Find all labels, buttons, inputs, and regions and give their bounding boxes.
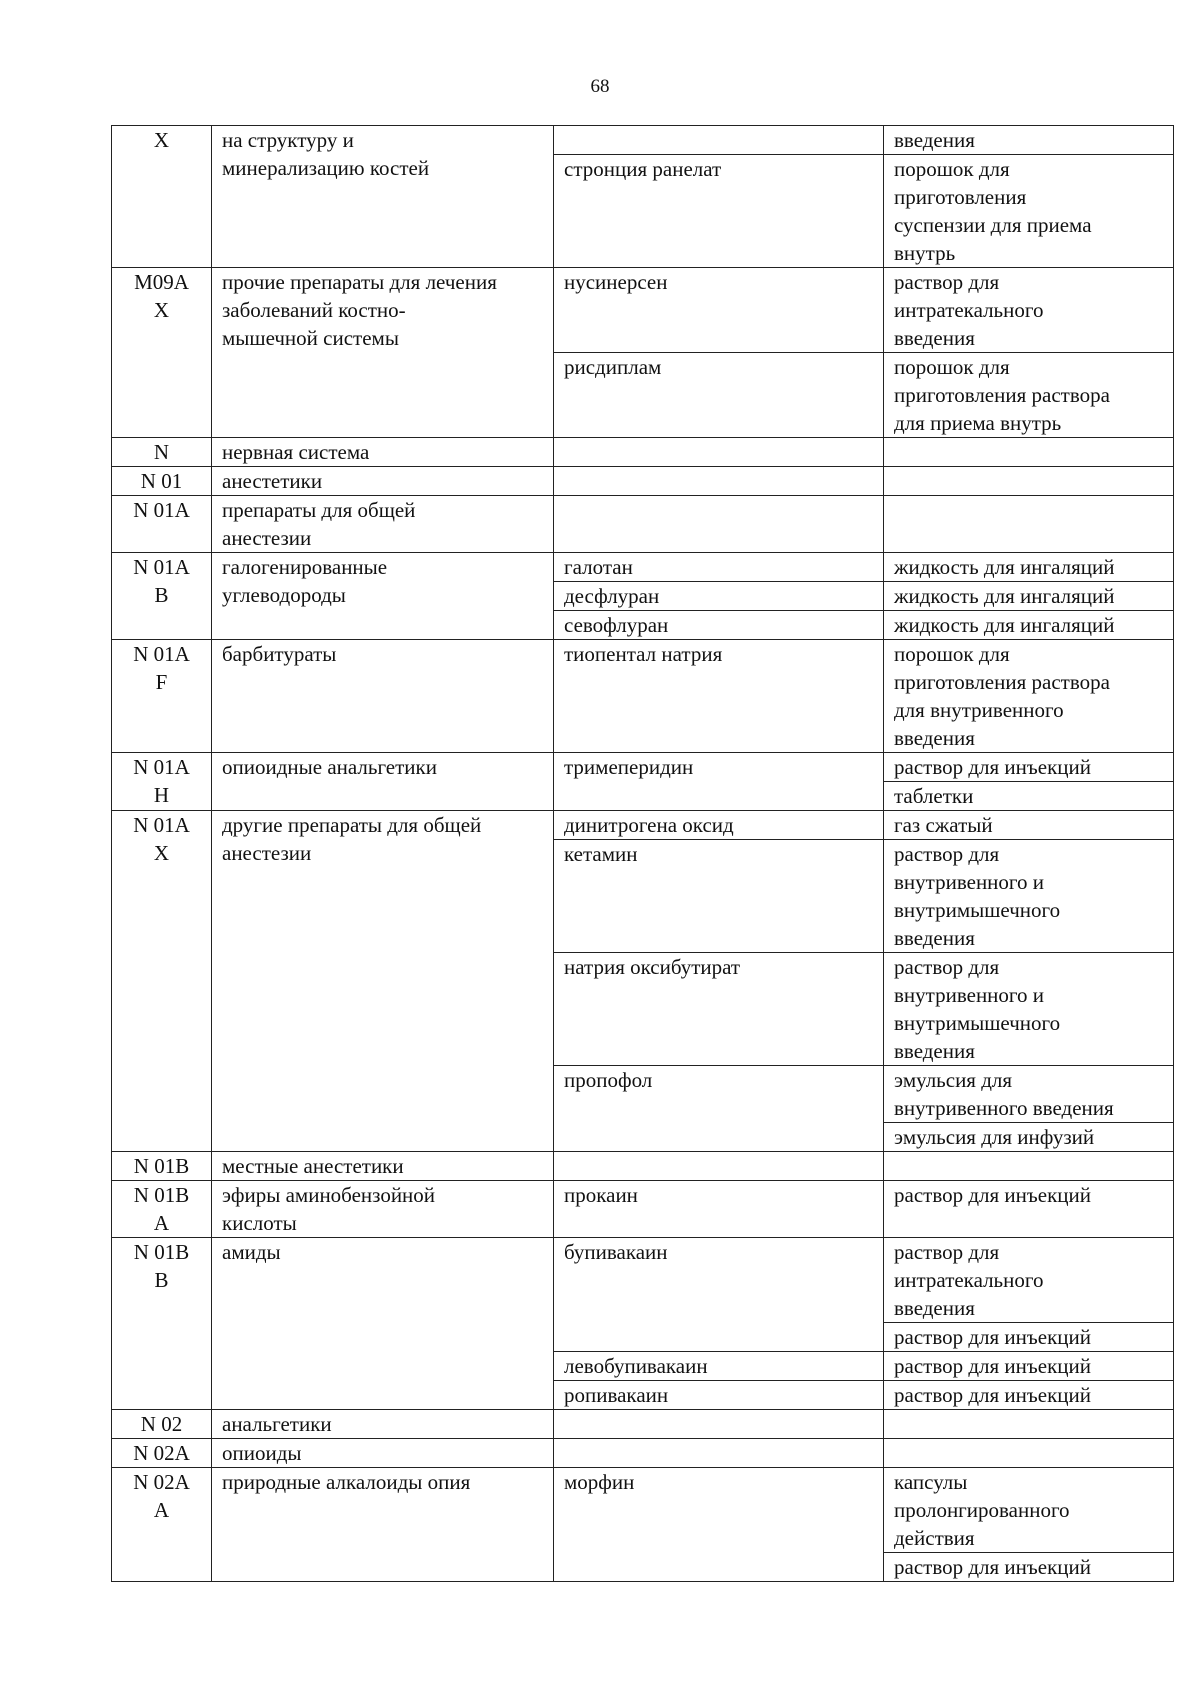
dosage-form-line <box>894 1439 1163 1467</box>
group-name-line: опиоиды <box>222 1441 302 1465</box>
atc-code-line: N 01A <box>133 555 190 579</box>
group-name-line: природные алкалоиды опия <box>222 1470 471 1494</box>
atc-code-cell <box>112 268 212 438</box>
dosage-form-cell <box>884 840 1174 953</box>
group-name-cell <box>212 1439 554 1468</box>
drug-name-cell <box>554 467 884 496</box>
dosage-form-cell <box>884 553 1174 582</box>
dosage-form-cell <box>884 1152 1174 1181</box>
dosage-form-line: для внутривенного <box>894 698 1064 722</box>
dosage-form-line: введения <box>894 1039 975 1063</box>
table-row <box>112 268 1174 353</box>
dosage-form-line: раствор для <box>894 842 1000 866</box>
dosage-form-cell <box>884 1381 1174 1410</box>
drug-name-cell <box>554 582 884 611</box>
dosage-form-cell <box>884 1066 1174 1123</box>
dosage-form-line <box>894 496 1163 524</box>
table-row <box>112 1410 1174 1439</box>
dosage-form-cell <box>884 582 1174 611</box>
dosage-form-cell <box>884 268 1174 353</box>
group-name-line: анальгетики <box>222 1412 332 1436</box>
drug-name-cell <box>554 1468 884 1582</box>
dosage-form-line: эмульсия для <box>894 1068 1013 1092</box>
drug-name-cell <box>554 1181 884 1238</box>
dosage-form-cell <box>884 953 1174 1066</box>
table-row <box>112 1439 1174 1468</box>
group-name-line: другие препараты для общей <box>222 813 482 837</box>
dosage-form-line: газ сжатый <box>894 813 993 837</box>
group-name-cell <box>212 467 554 496</box>
atc-code-line: N 01A <box>133 642 190 666</box>
atc-code-cell <box>112 1152 212 1181</box>
group-name-line: амиды <box>222 1240 281 1264</box>
dosage-form-cell <box>884 496 1174 553</box>
atc-code-cell <box>112 753 212 811</box>
dosage-form-line: приготовления раствора <box>894 670 1110 694</box>
atc-code-line: X <box>153 298 170 322</box>
drug-name <box>564 1439 873 1467</box>
table-row <box>112 1152 1174 1181</box>
dosage-form-line: для приема внутрь <box>894 411 1062 435</box>
dosage-form-line: эмульсия для инфузий <box>894 1125 1095 1149</box>
dosage-form-line: введения <box>894 726 975 750</box>
dosage-form-line: суспензии для приема <box>894 213 1092 237</box>
drug-name-cell <box>554 640 884 753</box>
table-row <box>112 1468 1174 1553</box>
group-name-cell <box>212 1238 554 1410</box>
drug-name-cell <box>554 753 884 811</box>
drug-name: натрия оксибутират <box>564 955 741 979</box>
group-name-cell <box>212 268 554 438</box>
dosage-form-line: жидкость для ингаляций <box>894 613 1115 637</box>
table-row <box>112 640 1174 753</box>
atc-code-line: N 02A <box>133 1441 190 1465</box>
dosage-form-line: раствор для <box>894 1240 1000 1264</box>
drug-name-cell <box>554 438 884 467</box>
atc-code-cell <box>112 1238 212 1410</box>
dosage-form-line: интратекального <box>894 1268 1044 1292</box>
atc-code-line: B <box>154 1268 169 1292</box>
drug-name: нусинерсен <box>564 270 668 294</box>
drug-name: тримеперидин <box>564 755 694 779</box>
atc-code-cell <box>112 1439 212 1468</box>
dosage-form-cell <box>884 467 1174 496</box>
dosage-form-line: внутрь <box>894 241 956 265</box>
group-name-line: эфиры аминобензойной <box>222 1183 436 1207</box>
table-row <box>112 126 1174 155</box>
atc-code-line: X <box>153 128 170 152</box>
atc-code-line: M09A <box>134 270 189 294</box>
dosage-form-cell <box>884 782 1174 811</box>
dosage-form-cell <box>884 1553 1174 1582</box>
group-name-line: минерализацию костей <box>222 156 430 180</box>
drug-name-cell <box>554 953 884 1066</box>
drug-name: ропивакаин <box>564 1383 669 1407</box>
drug-name: галотан <box>564 555 633 579</box>
dosage-form-cell <box>884 155 1174 268</box>
atc-code-line: F <box>155 670 168 694</box>
atc-code-line: N 01B <box>133 1154 190 1178</box>
dosage-form-line: порошок для <box>894 355 1010 379</box>
dosage-form-line: жидкость для ингаляций <box>894 584 1115 608</box>
atc-code-line: N 01A <box>133 498 190 522</box>
drug-name-cell <box>554 353 884 438</box>
atc-code-line: B <box>154 583 169 607</box>
dosage-form-line: раствор для инъекций <box>894 1354 1091 1378</box>
table-row <box>112 1238 1174 1323</box>
drug-name: рисдиплам <box>564 355 662 379</box>
dosage-form-cell <box>884 438 1174 467</box>
dosage-form-cell <box>884 640 1174 753</box>
drug-name <box>564 438 873 466</box>
dosage-form-line: внутримышечного <box>894 1011 1061 1035</box>
group-name-line: галогенированные <box>222 555 388 579</box>
atc-code-cell <box>112 438 212 467</box>
group-name-cell <box>212 1181 554 1238</box>
group-name-line: на структуру и <box>222 128 354 152</box>
drug-name <box>564 126 873 154</box>
dosage-form-line: приготовления <box>894 185 1027 209</box>
drug-name <box>564 1410 873 1438</box>
dosage-form-line: введения <box>894 128 975 152</box>
table-row <box>112 753 1174 782</box>
drug-name: десфлуран <box>564 584 660 608</box>
drug-name <box>564 467 873 495</box>
drug-name-cell <box>554 268 884 353</box>
group-name-cell <box>212 640 554 753</box>
dosage-form-cell <box>884 1181 1174 1238</box>
dosage-form-line: раствор для инъекций <box>894 1383 1091 1407</box>
drug-name-cell <box>554 1066 884 1152</box>
group-name-cell <box>212 753 554 811</box>
atc-code-cell <box>112 1181 212 1238</box>
table-body <box>112 126 1174 1582</box>
dosage-form-line: порошок для <box>894 157 1010 181</box>
dosage-form-line: приготовления раствора <box>894 383 1110 407</box>
dosage-form-cell <box>884 1238 1174 1323</box>
atc-code-line: X <box>153 841 170 865</box>
drug-name <box>564 1152 873 1180</box>
table-row <box>112 496 1174 553</box>
dosage-form-line: пролонгированного <box>894 1498 1070 1522</box>
dosage-form-line: введения <box>894 1296 975 1320</box>
drug-name-cell <box>554 611 884 640</box>
table-row <box>112 467 1174 496</box>
table-row <box>112 1181 1174 1238</box>
atc-code-cell <box>112 1468 212 1582</box>
dosage-form-line: внутривенного и <box>894 870 1044 894</box>
atc-code-cell <box>112 467 212 496</box>
table-row <box>112 553 1174 582</box>
drug-name: морфин <box>564 1470 635 1494</box>
dosage-form-cell <box>884 1439 1174 1468</box>
drug-name-cell <box>554 1238 884 1352</box>
drug-name: кетамин <box>564 842 638 866</box>
dosage-form-line <box>894 438 1163 466</box>
atc-code-line: N <box>153 440 170 464</box>
drug-name: динитрогена оксид <box>564 813 734 837</box>
atc-code-line: H <box>153 783 170 807</box>
dosage-form-line <box>894 1410 1163 1438</box>
atc-code-cell <box>112 553 212 640</box>
dosage-form-line: раствор для <box>894 270 1000 294</box>
dosage-form-cell <box>884 1352 1174 1381</box>
drug-name-cell <box>554 840 884 953</box>
dosage-form-line: введения <box>894 926 975 950</box>
drug-name: пропофол <box>564 1068 653 1092</box>
group-name-cell <box>212 126 554 268</box>
atc-code-cell <box>112 126 212 268</box>
dosage-form-cell <box>884 1123 1174 1152</box>
drug-name-cell <box>554 1381 884 1410</box>
dosage-form-line: раствор для инъекций <box>894 1325 1091 1349</box>
dosage-form-line: раствор для инъекций <box>894 1555 1091 1579</box>
group-name-line: заболеваний костно- <box>222 298 406 322</box>
atc-code-line: N 01 <box>140 469 183 493</box>
group-name-line: прочие препараты для лечения <box>222 270 497 294</box>
drug-name: стронция ранелат <box>564 157 722 181</box>
group-name-line: кислоты <box>222 1211 297 1235</box>
group-name-line: нервная система <box>222 440 370 464</box>
dosage-form-cell <box>884 611 1174 640</box>
drug-name-cell <box>554 126 884 155</box>
page-number: 68 <box>590 76 610 97</box>
dosage-form-line: раствор для инъекций <box>894 1183 1091 1207</box>
drug-classification-table <box>111 125 1174 1582</box>
group-name-cell <box>212 1468 554 1582</box>
atc-code-cell <box>112 811 212 1152</box>
dosage-form-cell <box>884 811 1174 840</box>
dosage-form-line: раствор для <box>894 955 1000 979</box>
group-name-line: мышечной системы <box>222 326 399 350</box>
group-name-line: анестезии <box>222 526 312 550</box>
dosage-form-line: внутривенного введения <box>894 1096 1114 1120</box>
drug-name-cell <box>554 1352 884 1381</box>
table-row <box>112 811 1174 840</box>
group-name-line: опиоидные анальгетики <box>222 755 437 779</box>
atc-code-line: N 01B <box>133 1183 190 1207</box>
drug-name-cell <box>554 1439 884 1468</box>
group-name-cell <box>212 1410 554 1439</box>
drug-name: прокаин <box>564 1183 638 1207</box>
atc-code-cell <box>112 1410 212 1439</box>
atc-code-line: A <box>153 1498 170 1522</box>
dosage-form-line <box>894 467 1163 495</box>
group-name-cell <box>212 1152 554 1181</box>
group-name-cell <box>212 438 554 467</box>
dosage-form-cell <box>884 353 1174 438</box>
table-row <box>112 438 1174 467</box>
drug-name-cell <box>554 1410 884 1439</box>
dosage-form-line: введения <box>894 326 975 350</box>
drug-name-cell <box>554 496 884 553</box>
atc-code-line: N 02A <box>133 1470 190 1494</box>
dosage-form-cell <box>884 1323 1174 1352</box>
atc-code-cell <box>112 640 212 753</box>
dosage-form-cell <box>884 1410 1174 1439</box>
group-name-line: углеводороды <box>222 583 346 607</box>
drug-name-cell <box>554 155 884 268</box>
drug-name: бупивакаин <box>564 1240 668 1264</box>
group-name-line: анестетики <box>222 469 323 493</box>
atc-code-line: N 01A <box>133 755 190 779</box>
dosage-form-line: действия <box>894 1526 975 1550</box>
drug-name: тиопентал натрия <box>564 642 723 666</box>
drug-name <box>564 496 873 524</box>
dosage-form-line: порошок для <box>894 642 1010 666</box>
dosage-form-cell <box>884 126 1174 155</box>
dosage-form-line: внутримышечного <box>894 898 1061 922</box>
group-name-line: местные анестетики <box>222 1154 404 1178</box>
atc-code-line: A <box>153 1211 170 1235</box>
dosage-form-line: интратекального <box>894 298 1044 322</box>
dosage-form-cell <box>884 753 1174 782</box>
drug-name: левобупивакаин <box>564 1354 708 1378</box>
dosage-form-line: капсулы <box>894 1470 968 1494</box>
group-name-line: препараты для общей <box>222 498 416 522</box>
atc-code-cell <box>112 496 212 553</box>
drug-name-cell <box>554 811 884 840</box>
group-name-cell <box>212 553 554 640</box>
dosage-form-cell <box>884 1468 1174 1553</box>
dosage-form-line: раствор для инъекций <box>894 755 1091 779</box>
group-name-cell <box>212 496 554 553</box>
atc-code-line: N 01A <box>133 813 190 837</box>
dosage-form-line: жидкость для ингаляций <box>894 555 1115 579</box>
dosage-form-line: внутривенного и <box>894 983 1044 1007</box>
group-name-line: барбитураты <box>222 642 337 666</box>
atc-code-line: N 01B <box>133 1240 190 1264</box>
drug-name-cell <box>554 553 884 582</box>
drug-name: севофлуран <box>564 613 669 637</box>
dosage-form-line <box>894 1152 1163 1180</box>
group-name-line: анестезии <box>222 841 312 865</box>
dosage-form-line: таблетки <box>894 784 974 808</box>
atc-code-line: N 02 <box>140 1412 183 1436</box>
drug-name-cell <box>554 1152 884 1181</box>
group-name-cell <box>212 811 554 1152</box>
